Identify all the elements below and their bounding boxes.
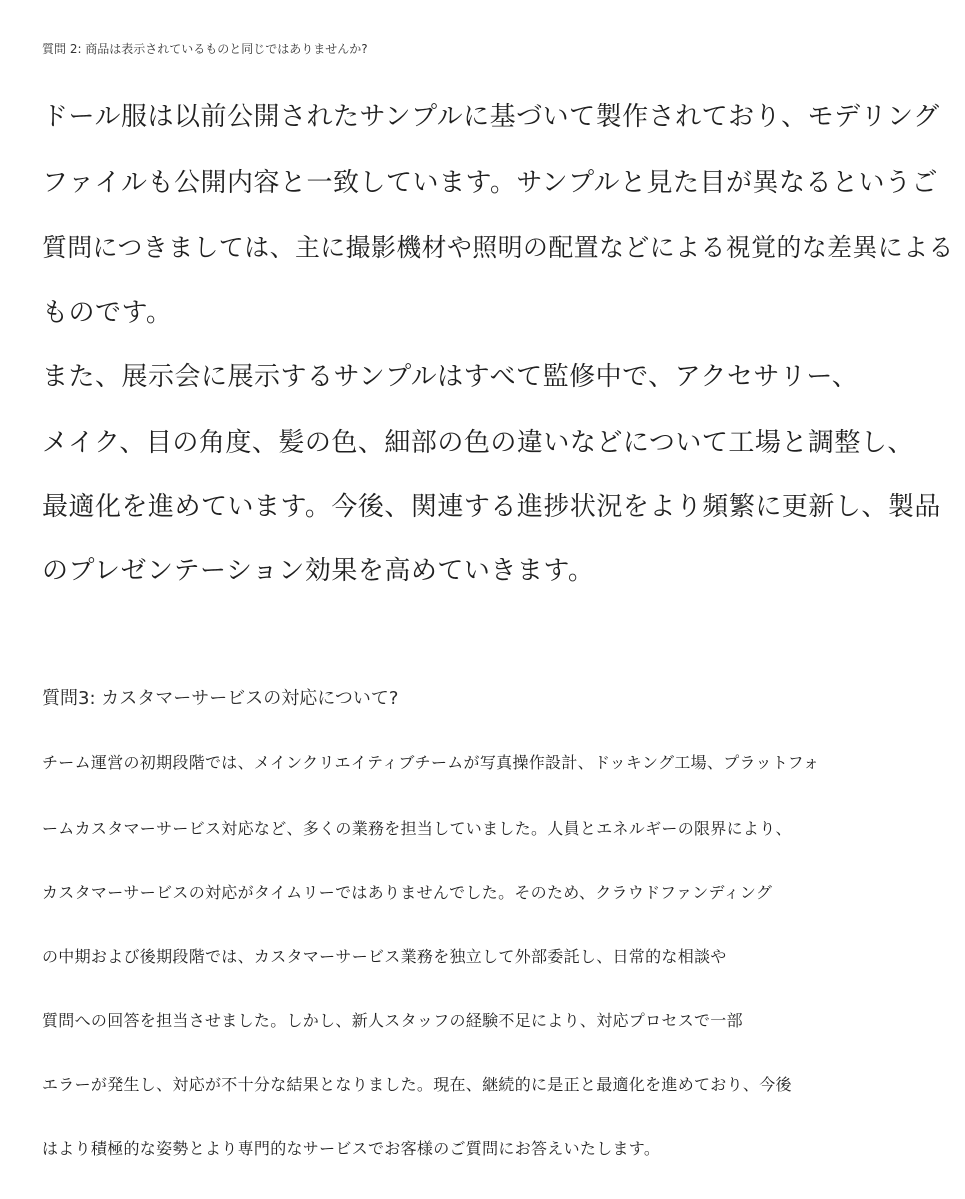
question-3-answer-line-7: はより積極的な姿勢とより専門的なサービスでお客様のご質問にお答えいたします。 [42, 1139, 661, 1158]
question-2-answer-line-7: 最適化を進めています。今後、関連する進捗状況をより頻繁に更新し、製品 [42, 492, 941, 522]
question-2-answer-line-1: ドール服は以前公開されたサンプルに基づいて製作されており、モデリング [42, 102, 940, 132]
question-3-answer-line-5: 質問への回答を担当させました。しかし、新人スタッフの経験不足により、対応プロセスで一部 [42, 1011, 743, 1030]
question-3-answer-line-4: の中期および後期段階では、カスタマーサービス業務を独立して外部委託し、日常的な相談や [42, 947, 727, 966]
question-3-title: 質問3: カスタマーサービスの対応について? [42, 688, 399, 709]
question-2-answer-line-3: 質問につきましては、主に撮影機材や照明の配置などによる視覚的な差異による [42, 233, 954, 262]
question-2-answer-line-8: のプレゼンテーション効果を高めていきます。 [42, 556, 595, 586]
question-3-answer-line-3: カスタマーサービスの対応がタイムリーではありませんでした。そのため、クラウドファンディング [42, 883, 773, 902]
question-2-answer-line-6: メイク、目の角度、髪の色、細部の色の違いなどについて工場と調整し、 [42, 428, 914, 458]
question-2-answer-line-4: ものです。 [42, 298, 173, 328]
question-3-answer-line-2: ームカスタマーサービス対応など、多くの業務を担当していました。人員とエネルギーの限界により、 [42, 819, 792, 838]
question-2-title: 質問 2: 商品は表示されているものと同じではありませんか? [42, 42, 368, 56]
question-3-answer-line-6: エラーが発生し、対応が不十分な結果となりました。現在、継続的に是正と最適化を進めており、今後 [42, 1075, 792, 1094]
question-2-answer-line-5: また、展示会に展示するサンプルはすべて監修中で、アクセサリー、 [42, 362, 859, 392]
question-2-answer-line-2: ファイルも公開内容と一致しています。サンプルと見た目が異なるというご [42, 168, 939, 198]
question-3-answer-line-1: チーム運営の初期段階では、メインクリエイティブチームが写真操作設計、ドッキング工場、プラットフォ [42, 753, 820, 772]
